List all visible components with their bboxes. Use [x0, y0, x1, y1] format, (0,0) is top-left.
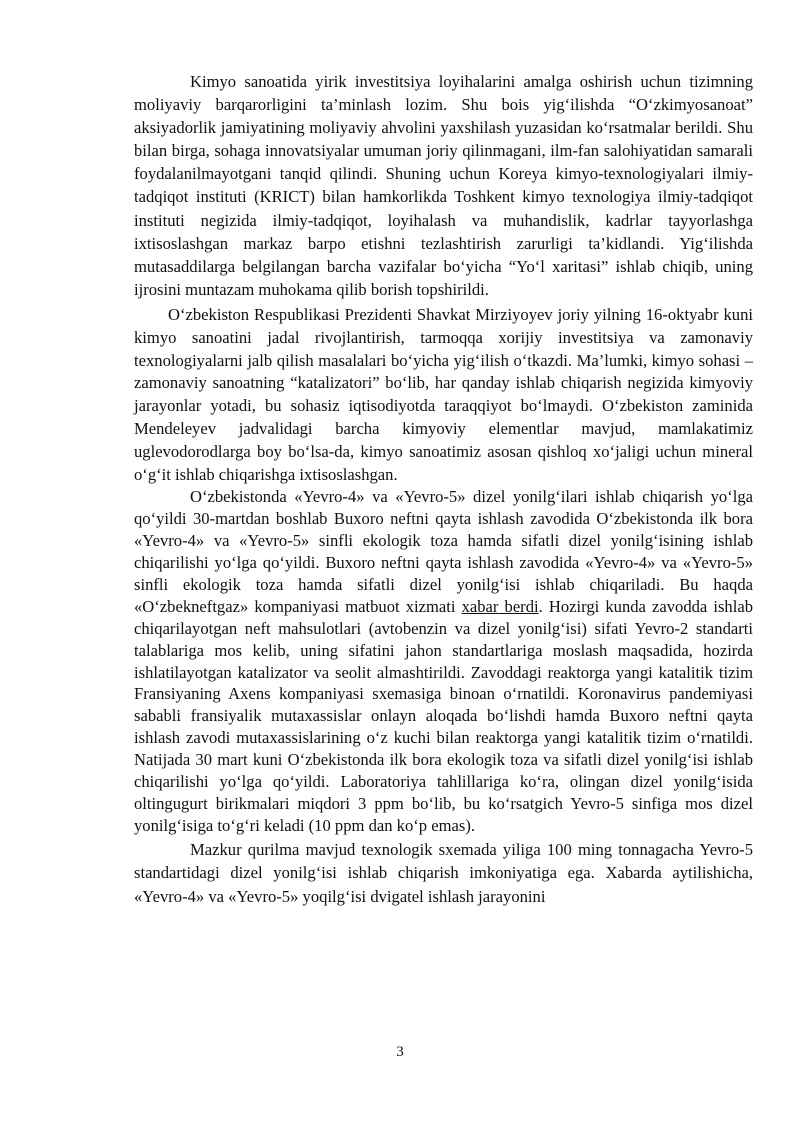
paragraph-president-meeting: O‘zbekiston Respublikasi Prezidenti Shavkat Mirziyoyev joriy yilning 16-oktyabr kuni kimyo sanoatini jadal rivojlantirish, tarmoqqa xorijiy investitsiya va zamonaviy texnologiyalarni jalb qilish masalalari bo‘yicha yig‘ilish o‘tkazdi. Ma’lumki, kimyo sohasi – zamonaviy sanoatning “katalizatori” bo‘lib, har qanday ishlab chiqarish negizida kimyoviy jarayonlar yotadi, bu sohasiz iqtisodiyotda taraqqiyot bo‘lmaydi. O‘zbekiston zaminida Mendeleyev jadvalidagi barcha kimyoviy elementlar mavjud, mamlakatimiz uglevodorodlarga boy bo‘lsa-da, kimyo sanoatimiz asosan qishloq xo‘jaligi uchun mineral o‘g‘it ishlab chiqarishga ixtisoslashgan.	[134, 304, 753, 484]
paragraph-euro-diesel-text-end: . Hozirgi kunda zavodda ishlab chiqarilayotgan neft mahsulotlari (avtobenzin va dizel yonilg‘isi) sifati Yevro-2 standarti talablariga mos kelib, uning sifatini jahon standartlariga moslash maqsadida, hozirda ishlatilayotgan katalizator va seolit almashtirildi. Zavoddagi reaktorga yangi katalitik tizim Fransiyaning Axens kompaniyasi sxemasiga binoan o‘rnatildi. Koronavirus pandemiyasi sababli fransiyalik mutaxassislar onlayn aloqada bo‘lishdi hamda Buxoro neftni qayta ishlash zavodi mutaxassislarining o‘z kuchi bilan reaktorga yangi katalitik tizim o‘rnatildi. Natijada 30 mart kuni O‘zbekistonda ilk bora ekologik toza va sifatli dizel yonilg‘isi ishlab chiqarilishi yo‘lga qo‘yildi. Laboratoriya tahlillariga ko‘ra, olingan dizel yonilg‘isida oltingugurt birikmalari miqdori 3 ppm bo‘lib, bu ko‘rsatgich Yevro-5 sinfiga mos dizel yonilg‘isiga to‘g‘ri keladi (10 ppm dan ko‘p emas).	[134, 596, 754, 835]
paragraph-investment-system: Kimyo sanoatida yirik investitsiya loyihalarini amalga oshirish uchun tizimning moliyaviy barqarorligini ta’minlash lozim. Shu bois yig‘ilishda “O‘zkimyosanoat” aksiyadorlik jamiyatining moliyaviy ahvolini yaxshilash yuzasidan ko‘rsatmalar berildi. Shu bilan birga, sohaga innovatsiyalar umuman joriy qilinmagani, ilm-fan salohiyatidan samarali foydalanilmayotgani tanqid qilindi. Shuning uchun Koreya kimyo-texnologiyalari ilmiy-tadqiqot instituti (KRICT) bilan hamkorlikda Toshkent kimyo texnologiya ilmiy-tadqiqot instituti negizida ilmiy-tadqiqot, loyihalash va muhandislik, kadrlar tayyorlashga ixtisoslashgan markaz barpo etishni tezlashtirish zarurligi ta’kidlandi. Yig‘ilishda mutasaddilarga belgilangan barcha vazifalar bo‘yicha “Yo‘l xaritasi” ishlab chiqib, uning ijrosini muntazam muhokama qilib borish topshirildi.	[134, 72, 753, 299]
paragraph-installation-capacity: Mazkur qurilma mavjud texnologik sxemada yiliga 100 ming tonnagacha Yevro-5 standartidagi dizel yonilg‘isi ishlab chiqarish imkoniyatiga ega. Xabarda aytilishicha, «Yevro-4» va «Yevro-5» yoqilg‘isi dvigatel ishlash jarayonini	[134, 839, 753, 906]
news-source-link[interactable]: xabar berdi	[461, 596, 539, 616]
paragraph-euro-diesel	[134, 486, 753, 837]
paragraph-euro-diesel-text-start: O‘zbekistonda «Yevro-4» va «Yevro-5» dizel yonilg‘ilari ishlab chiqarish yo‘lga qo‘yildi 30-martdan boshlab Buxoro neftni qayta ishlash zavodida O‘zbekistonda ilk bora «Yevro-4» va «Yevro-5» sinfli ekologik toza hamda sifatli dizel yonilg‘isining ishlab chiqarilishi yo‘lga qo‘yildi. Buxoro neftni qayta ishlash zavodida «Yevro-4» va «Yevro-5» sinfli ekologik toza hamda sifatli dizel yonilg‘isi ishlab chiqariladi. Bu haqda «O‘zbekneftgaz» kompaniyasi matbuot xizmati	[134, 487, 753, 616]
document-page	[134, 70, 753, 908]
page-number: 3	[396, 1044, 404, 1060]
